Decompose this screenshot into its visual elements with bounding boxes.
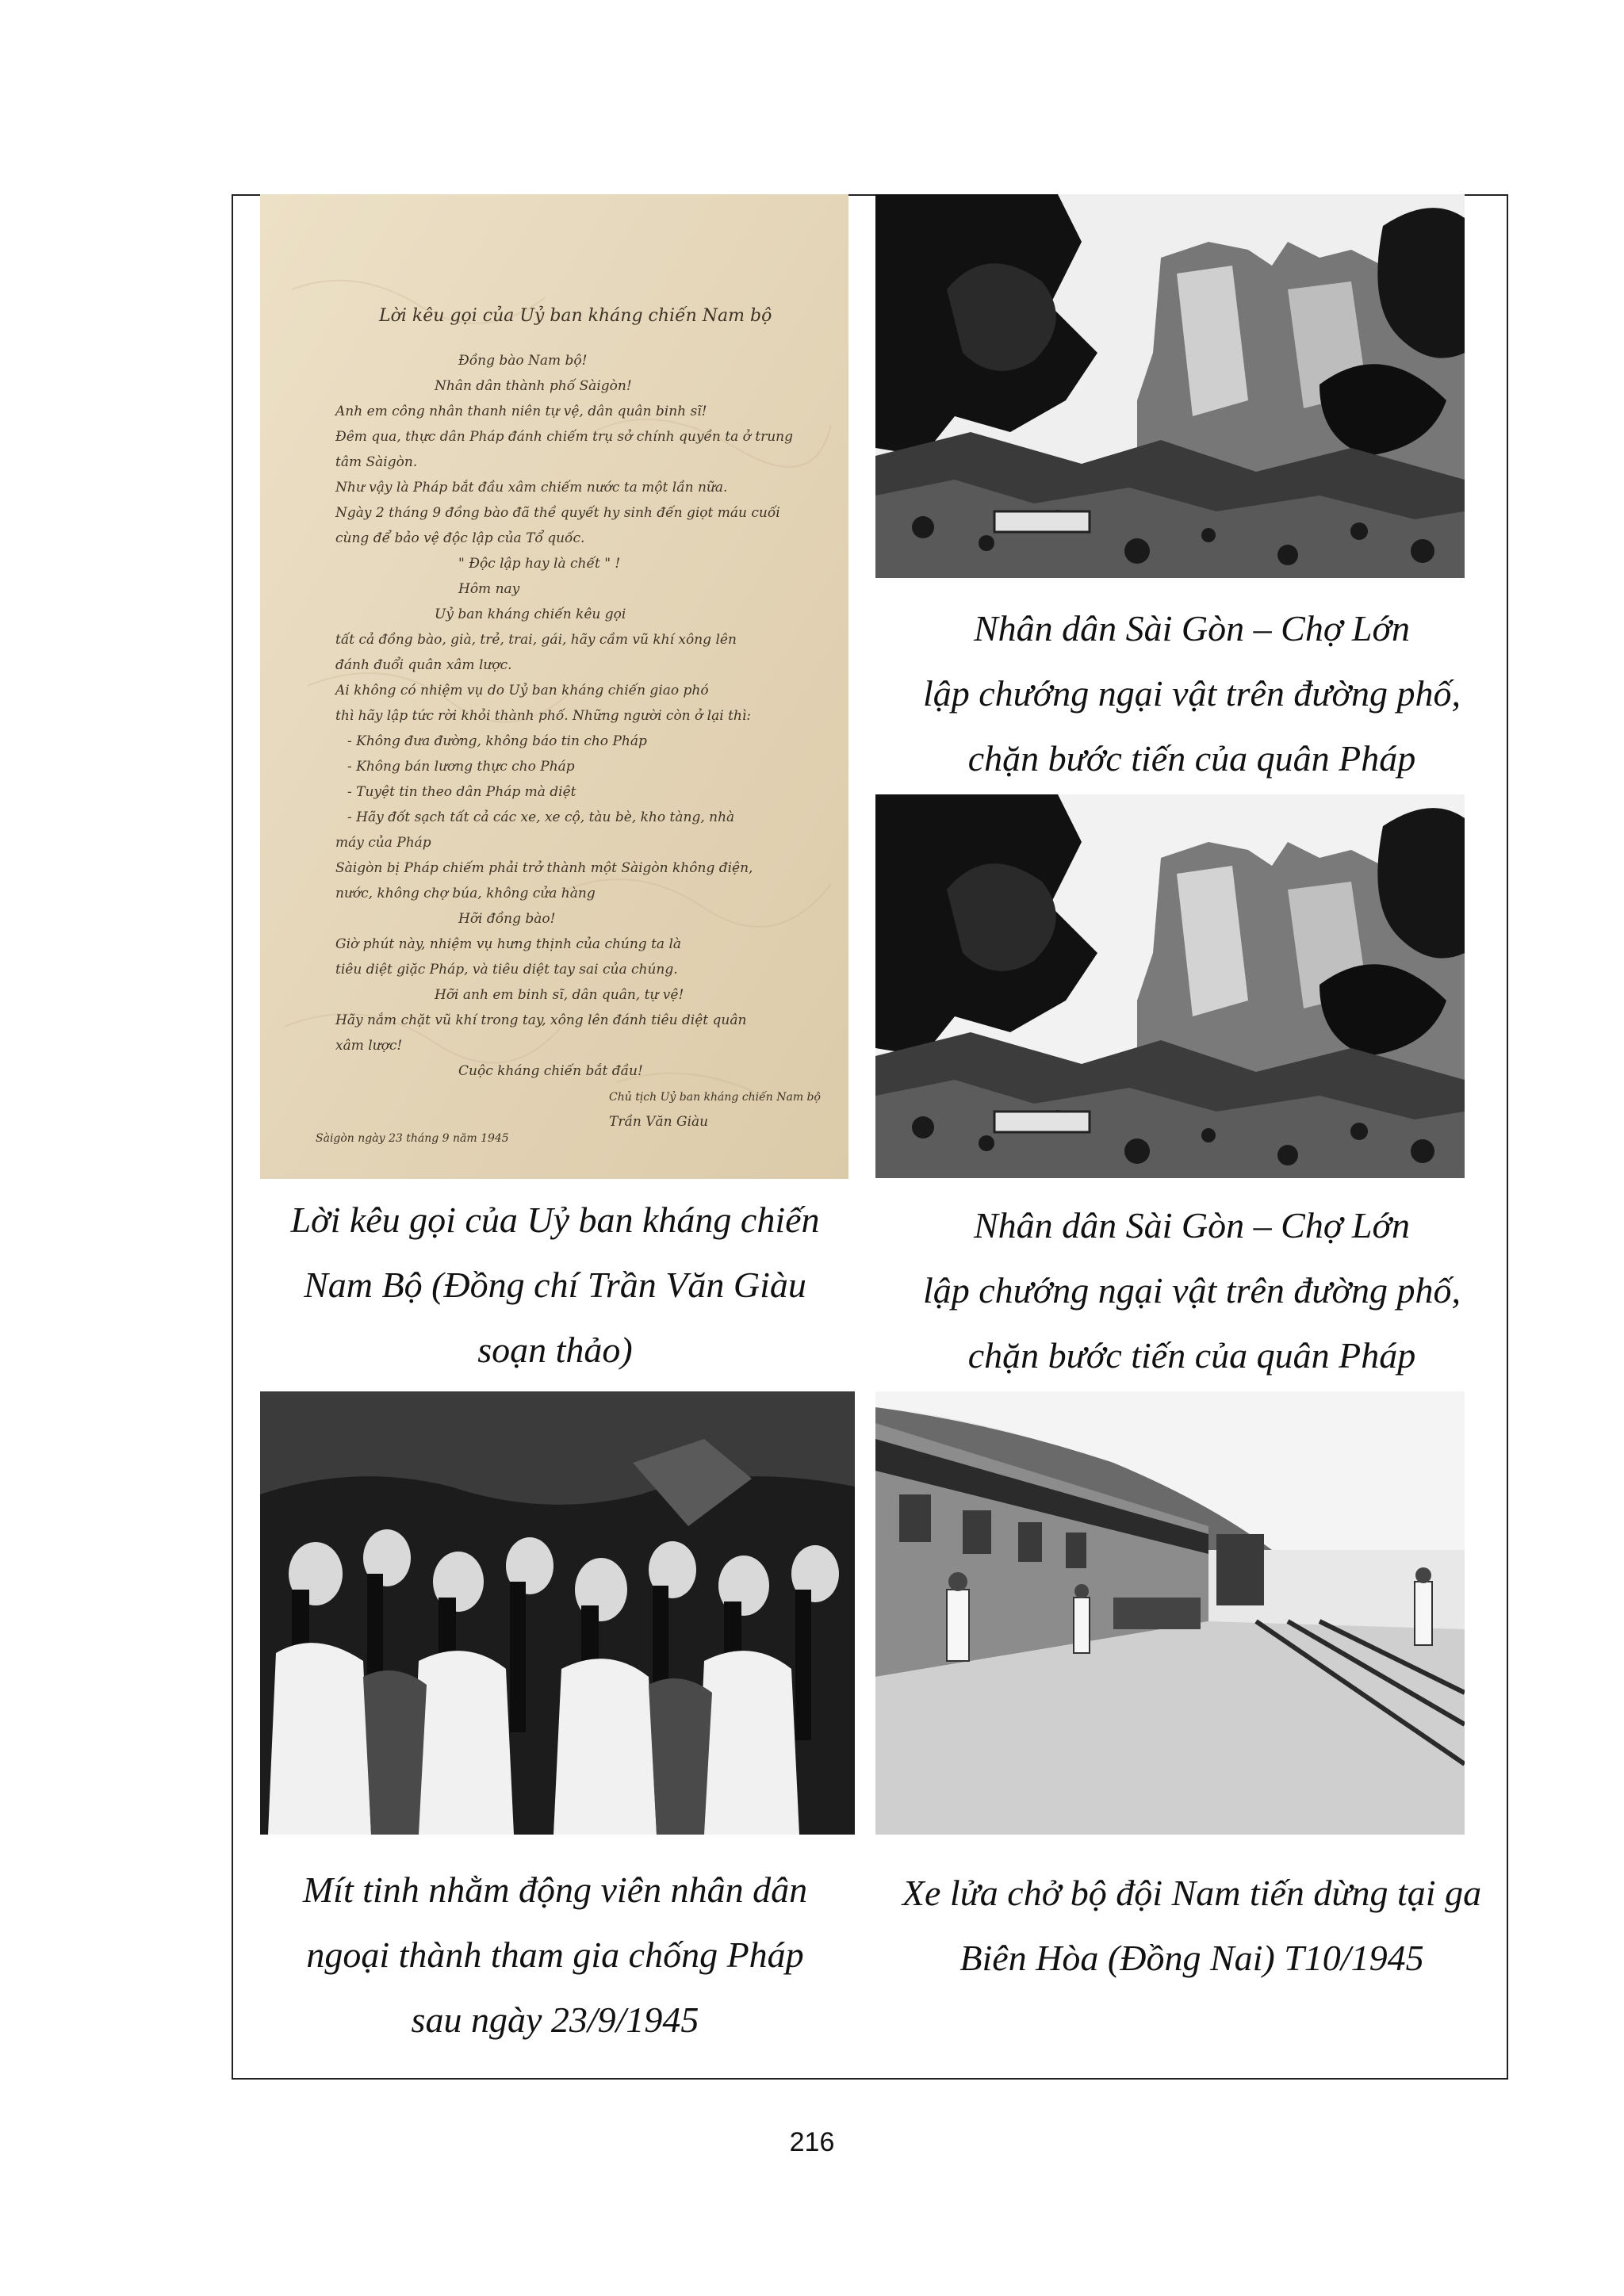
caption-line: chặn bước tiến của quân Pháp [967, 738, 1416, 779]
letter-line: - Tuyệt tin theo dân Pháp mà diệt [347, 784, 576, 800]
caption-line: Nam Bộ (Đồng chí Trần Văn Giàu [304, 1265, 806, 1305]
letter-line: Đồng bào Nam bộ! [458, 353, 588, 369]
rally-caption [232, 1858, 879, 2053]
letter-line: Hỡi đồng bào! [458, 911, 556, 927]
caption-line: soạn thảo) [477, 1330, 633, 1370]
caption-line: lập chướng ngại vật trên đường phố, [922, 673, 1461, 714]
barricade-photo-1 [875, 194, 1465, 578]
letter-line: tâm Sàigòn. [335, 454, 418, 470]
letter-title: Lời kêu gọi của Uỷ ban kháng chiến Nam bộ [379, 306, 772, 326]
letter-line: Cuộc kháng chiến bắt đầu! [458, 1063, 643, 1079]
caption-line: chặn bước tiến của quân Pháp [967, 1335, 1416, 1376]
caption-line: Lời kêu gọi của Uỷ ban kháng chiến [290, 1200, 820, 1240]
caption-line: Mít tinh nhằm động viên nhân dân [302, 1869, 808, 1910]
barricade-caption-1 [879, 596, 1505, 791]
letter-line: Nhân dân thành phố Sàigòn! [435, 378, 632, 394]
train-station-scene [875, 1391, 1465, 1835]
caption-line: sau ngày 23/9/1945 [411, 1999, 699, 2040]
letter-line: Uỷ ban kháng chiến kêu gọi [435, 607, 626, 622]
letter-line: Hôm nay [458, 581, 520, 597]
letter-line: Trần Văn Giàu [609, 1114, 709, 1130]
letter-line: Ngày 2 tháng 9 đồng bào đã thề quyết hy sinh đến giọt máu cuối [335, 505, 780, 521]
letter-line: Sàigòn bị Pháp chiếm phải trở thành một Sàigòn không điện, [335, 860, 753, 876]
letter-line: nước, không chợ búa, không cửa hàng [335, 886, 596, 901]
letter-line: - Hãy đốt sạch tất cả các xe, xe cộ, tàu bè, kho tàng, nhà [347, 809, 735, 825]
letter-line: - Không bán lương thực cho Pháp [347, 759, 575, 775]
rally-photo [260, 1391, 855, 1835]
caption-line: Biên Hòa (Đồng Nai) T10/1945 [959, 1938, 1424, 1978]
caption-line: Nhân dân Sài Gòn – Chợ Lớn [973, 1205, 1411, 1246]
barricade-photo-2 [875, 794, 1465, 1178]
letter-line: - Không đưa đường, không báo tin cho Pháp [347, 733, 647, 749]
letter-line: máy của Pháp [335, 835, 431, 851]
rally-scene [260, 1391, 855, 1835]
letter-caption [232, 1188, 879, 1383]
letter-line: Hỡi anh em binh sĩ, dân quân, tự vệ! [435, 987, 684, 1003]
train-caption [875, 1861, 1508, 1991]
train-photo [875, 1391, 1465, 1835]
letter-line: tất cả đồng bào, già, trẻ, trai, gái, hãy cầm vũ khí xông lên [335, 632, 737, 648]
letter-line: cùng để bảo vệ độc lập của Tổ quốc. [335, 530, 585, 546]
letter-manuscript-image [260, 194, 848, 1179]
letter-line: Đêm qua, thực dân Pháp đánh chiếm trụ sở chính quyền ta ở trung [335, 429, 793, 445]
manuscript-paper [260, 194, 848, 1179]
letter-date: Sàigòn ngày 23 tháng 9 năm 1945 [316, 1132, 509, 1145]
letter-line: Như vậy là Pháp bắt đầu xâm chiếm nước ta một lần nữa. [335, 480, 728, 496]
barricade-scene [875, 794, 1465, 1178]
letter-line: tiêu diệt giặc Pháp, và tiêu diệt tay sai của chúng. [335, 962, 678, 978]
letter-line: thì hãy lập tức rời khỏi thành phố. Những người còn ở lại thì: [335, 708, 752, 724]
letter-line: " Độc lập hay là chết " ! [458, 556, 621, 572]
page-number: 216 [789, 2127, 835, 2157]
barricade-caption-2 [879, 1193, 1505, 1388]
letter-line: Giờ phút này, nhiệm vụ hưng thịnh của chúng ta là [335, 936, 682, 952]
caption-line: lập chướng ngại vật trên đường phố, [922, 1270, 1461, 1311]
letter-line: Hãy nắm chặt vũ khí trong tay, xông lên đánh tiêu diệt quân [335, 1012, 747, 1028]
caption-line: Nhân dân Sài Gòn – Chợ Lớn [973, 608, 1411, 649]
letter-line: Chủ tịch Uỷ ban kháng chiến Nam bộ [609, 1091, 821, 1104]
caption-line: ngoại thành tham gia chống Pháp [306, 1934, 804, 1975]
barricade-scene [875, 194, 1465, 578]
letter-line: đánh đuổi quân xâm lược. [335, 657, 512, 673]
letter-line: Ai không có nhiệm vụ do Uỷ ban kháng chiến giao phó [335, 683, 709, 698]
caption-line: Xe lửa chở bộ đội Nam tiến dừng tại ga [902, 1873, 1482, 1913]
letter-line: Anh em công nhân thanh niên tự vệ, dân quân binh sĩ! [335, 404, 707, 419]
letter-line: xâm lược! [335, 1038, 403, 1054]
